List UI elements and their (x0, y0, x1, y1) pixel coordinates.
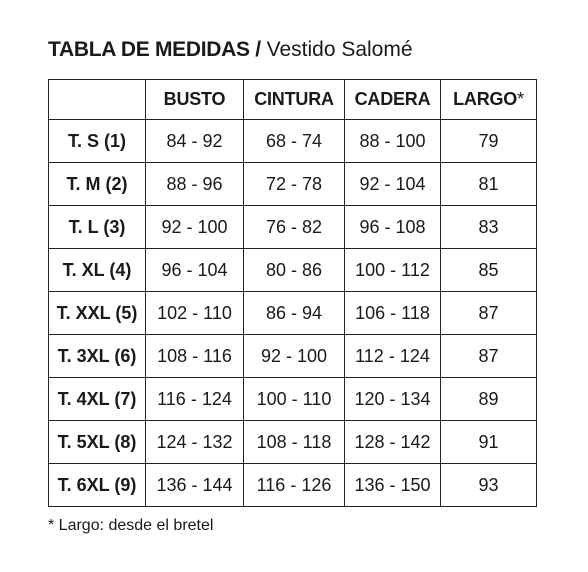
busto-cell: 108 - 116 (146, 335, 244, 378)
cintura-cell: 92 - 100 (244, 335, 345, 378)
size-label-cell: T. 5XL (8) (49, 421, 146, 464)
largo-cell: 87 (441, 292, 537, 335)
cadera-cell: 106 - 118 (345, 292, 441, 335)
table-row (49, 206, 537, 249)
footnote: * Largo: desde el bretel (48, 517, 214, 534)
busto-cell: 96 - 104 (146, 249, 244, 292)
busto-cell: 88 - 96 (146, 163, 244, 206)
cadera-cell: 88 - 100 (345, 120, 441, 163)
busto-cell: 92 - 100 (146, 206, 244, 249)
largo-cell: 79 (441, 120, 537, 163)
header-largo-asterisk: * (517, 89, 524, 109)
header-cadera: CADERA (345, 80, 441, 120)
largo-cell: 81 (441, 163, 537, 206)
busto-cell: 102 - 110 (146, 292, 244, 335)
size-label-cell: T. M (2) (49, 163, 146, 206)
title-product: Vestido Salomé (266, 38, 413, 61)
cintura-cell: 86 - 94 (244, 292, 345, 335)
table-header-row (49, 80, 537, 120)
cadera-cell: 120 - 134 (345, 378, 441, 421)
cintura-cell: 116 - 126 (244, 464, 345, 507)
busto-cell: 124 - 132 (146, 421, 244, 464)
table-row (49, 249, 537, 292)
size-chart-table (48, 79, 537, 507)
size-label-cell: T. XXL (5) (49, 292, 146, 335)
header-busto: BUSTO (146, 80, 244, 120)
size-label-cell: T. S (1) (49, 120, 146, 163)
size-label-cell: T. 4XL (7) (49, 378, 146, 421)
header-largo-label: LARGO (453, 89, 518, 109)
title-main: TABLA DE MEDIDAS / (48, 38, 261, 61)
size-label-cell: T. 6XL (9) (49, 464, 146, 507)
busto-cell: 136 - 144 (146, 464, 244, 507)
page-title (48, 36, 413, 64)
cintura-cell: 72 - 78 (244, 163, 345, 206)
table-row (49, 335, 537, 378)
table-row (49, 421, 537, 464)
table-row (49, 464, 537, 507)
cintura-cell: 68 - 74 (244, 120, 345, 163)
cadera-cell: 128 - 142 (345, 421, 441, 464)
size-label-cell: T. XL (4) (49, 249, 146, 292)
largo-cell: 93 (441, 464, 537, 507)
cintura-cell: 76 - 82 (244, 206, 345, 249)
header-corner-cell (49, 80, 146, 120)
cadera-cell: 100 - 112 (345, 249, 441, 292)
busto-cell: 116 - 124 (146, 378, 244, 421)
largo-cell: 85 (441, 249, 537, 292)
cadera-cell: 112 - 124 (345, 335, 441, 378)
table-row (49, 292, 537, 335)
largo-cell: 87 (441, 335, 537, 378)
cadera-cell: 92 - 104 (345, 163, 441, 206)
cintura-cell: 100 - 110 (244, 378, 345, 421)
size-label-cell: T. L (3) (49, 206, 146, 249)
largo-cell: 89 (441, 378, 537, 421)
cintura-cell: 108 - 118 (244, 421, 345, 464)
table-row (49, 378, 537, 421)
cadera-cell: 96 - 108 (345, 206, 441, 249)
largo-cell: 83 (441, 206, 537, 249)
size-label-cell: T. 3XL (6) (49, 335, 146, 378)
header-largo (441, 80, 537, 120)
busto-cell: 84 - 92 (146, 120, 244, 163)
table-row (49, 120, 537, 163)
largo-cell: 91 (441, 421, 537, 464)
table-row (49, 163, 537, 206)
header-cintura: CINTURA (244, 80, 345, 120)
cadera-cell: 136 - 150 (345, 464, 441, 507)
cintura-cell: 80 - 86 (244, 249, 345, 292)
